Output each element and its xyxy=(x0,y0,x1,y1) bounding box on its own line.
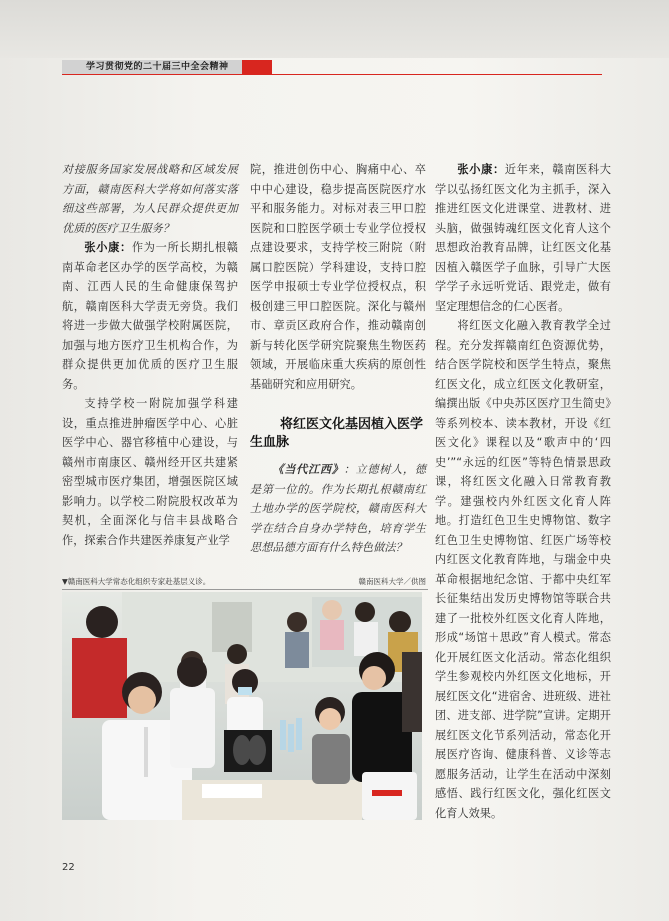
photo-caption xyxy=(62,575,428,590)
answer-paragraph xyxy=(62,238,238,394)
speaker-name: 张小康： xyxy=(84,241,132,254)
caption-text: ▼赣南医科大学常态化组织专家赴基层义诊。 xyxy=(62,577,211,586)
top-blank-area xyxy=(0,0,669,58)
section-title-line-2: 生血脉 xyxy=(250,435,290,450)
answer-text: 作为一所长期扎根赣南革命老区办学的医学高校，为赣南、江西人民的生命健康保驾护航，赣南医科大学责无旁贷。我们将进一步做大做强学校附属医院，加强与地方医疗卫生机构合作，为群众提供更加优质的医疗卫生服务。 xyxy=(62,241,238,391)
clinic-photo-illustration xyxy=(62,592,422,820)
section-title xyxy=(250,416,426,452)
column-2 xyxy=(250,160,426,558)
question-continued: 对接服务国家发展战略和区域发展方面，赣南医科大学将如何落实落细这些部署，为人民群众提供更加优质的医疗卫生服务？ xyxy=(62,163,238,235)
section-title-line-1: 将红医文化基因植入医学 xyxy=(280,417,424,432)
outlet-name: 《当代江西》 xyxy=(272,462,344,476)
header-rule xyxy=(62,74,602,75)
column-1 xyxy=(62,160,238,550)
header-title: 学习贯彻党的二十届三中全会精神 xyxy=(86,62,229,72)
answer-paragraph-2: 支持学校一附院加强学科建设，重点推进肿瘤医学中心、心脏医学中心、器官移植中心建设，与赣州市南康区、赣州经开区共建紧密型城市医疗集团，增强医院区域影响力。以学校二附院股权改革为契机，全面深化与信丰县战略合作，探索合作共建医养康复产业学 xyxy=(62,397,238,547)
speaker-name: 张小康： xyxy=(457,163,505,176)
question-paragraph xyxy=(250,460,426,558)
answer-continued: 院，推进创伤中心、胸痛中心、卒中中心建设，稳步提高医院医疗水平和服务能力。对标对表三甲口腔医院和口腔医学硕士专业学位授权点建设要求，支持学校三附院（附属口腔医院）学科建设，支持口腔医学申报硕士专业学位授权点，积极创建三甲口腔医院。深化与赣州市、章贡区政府合作，推动赣南创新与转化医学研究院聚焦生物医药领域，开展临床重大疾病的原创性基础研究和应用研究。 xyxy=(250,163,426,391)
answer-paragraph-2: 将红医文化融入教育教学全过程。充分发挥赣南红色资源优势，结合医学院校和医学生特点，聚焦红医文化，成立红医文化教研室，编撰出版《中央苏区医疗卫生简史》等系列校本、读本教材，开设《红医文化》课程以及“歌声中的‘四史’”“永远的红医”等特色情景思政课，将红医文化融入日常教育教学。建强校内外红医文化育人阵地。打造红色卫生史博物馆、数字红色卫生史博物馆、红医广场等校内红医文化教育阵地，与瑞金中央革命根据地纪念馆、于都中央红军长征集结出发历史博物馆等联合共建了一批校外红医文化育人阵地，形成“场馆＋思政”育人模式。常态化开展红医文化活动。常态化组织学生参观校内外红医文化地标，开展红医文化“进宿舍、进班级、进社团、进支部、进学院”宣讲。定期开展红医文化节系列活动，常态化开展医疗咨询、健康科普、义诊等志愿服务活动，让学生在活动中深刻感悟、践行红医文化，强化红医文化育人效果。 xyxy=(435,319,611,820)
header-red-tab xyxy=(242,60,272,74)
answer-paragraph xyxy=(435,160,611,316)
column-3 xyxy=(435,160,611,823)
answer-text: 近年来，赣南医科大学以弘扬红医文化为主抓手，深入推进红医文化进课堂、进教材、进头脑，做强铸魂红医文化育人这个思想政治教育品牌，让红医文化基因植入赣医学子血脉，引导广大医学学子永远听党话、跟党走，做有坚定理想信念的仁心医者。 xyxy=(435,163,611,313)
page-number: 22 xyxy=(62,862,75,873)
clinic-photo xyxy=(62,592,422,820)
photo-credit: 赣南医科大学／供图 xyxy=(358,577,426,586)
question-text: ：立德树人，德是第一位的。作为长期扎根赣南红土地办学的医学院校，赣南医科大学在结合自身办学特色，培育学生思想品德方面有什么特色做法？ xyxy=(250,463,426,554)
